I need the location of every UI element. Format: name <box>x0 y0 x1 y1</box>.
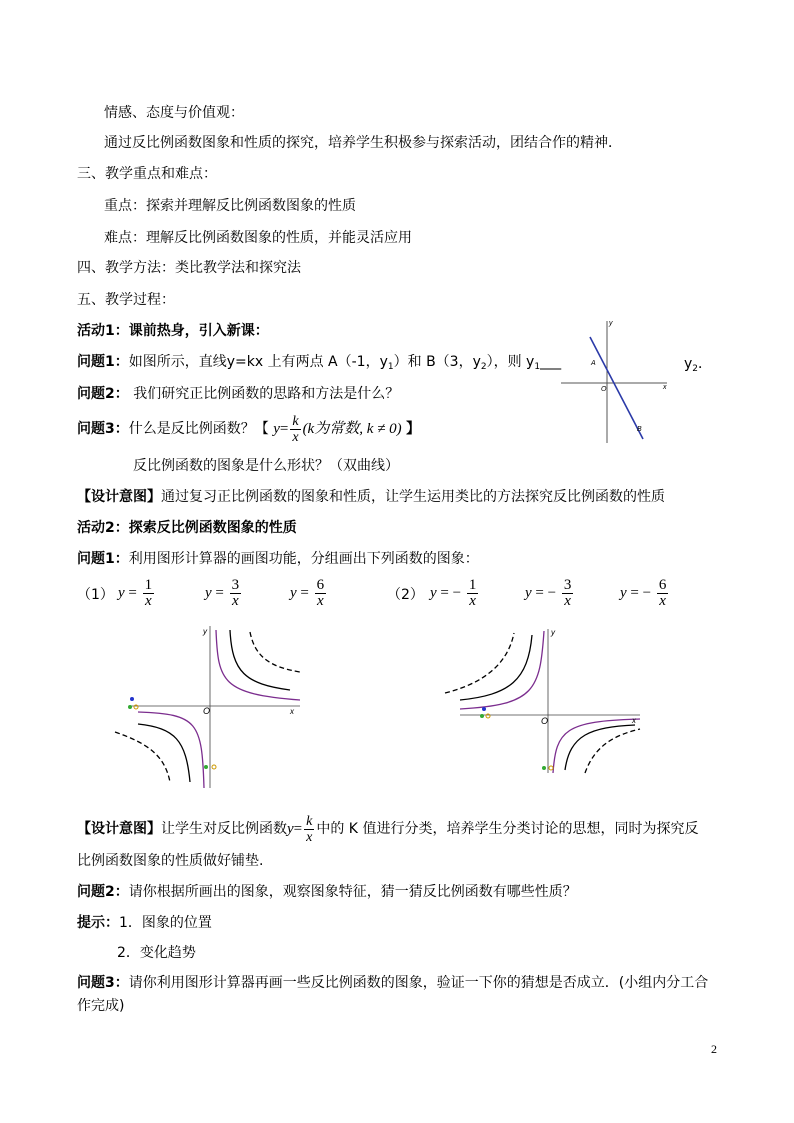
activity2-design-intent <box>77 812 698 846</box>
x-axis-label: x <box>663 384 667 391</box>
heading-teaching-method: 四、教学方法：类比教学法和探究法 <box>77 260 301 276</box>
point-marker <box>542 766 546 770</box>
question-label: 问题3： <box>77 421 129 437</box>
question-label: 问题1： <box>77 354 129 370</box>
curve-y-neg-6-over-x <box>445 633 514 693</box>
question-label: 问题3： <box>77 975 129 991</box>
fraction-numerator: k <box>306 813 313 829</box>
question-text-end: ），则 y <box>486 354 535 370</box>
x-axis-label: x <box>290 707 294 716</box>
curve-y-1-over-x-branch <box>138 712 204 788</box>
question-label: 问题2： <box>77 884 129 900</box>
question-text: 请你根据所画出的图象，观察图象特征，猜一猜反比例函数有哪些性质？ <box>128 884 577 900</box>
question-text-mid: ）和 B（3，y <box>393 354 481 370</box>
y-axis-label: y <box>609 320 613 327</box>
fraction-numerator: 1 <box>468 577 477 593</box>
curve-y-neg-3-over-x-branch <box>565 725 635 770</box>
equation-group1-1: y = $\frac{1}{x}$ <box>118 577 153 609</box>
subscript: 2 <box>480 362 487 372</box>
activity2-title: 活动2：探索反比例函数图象的性质 <box>77 520 297 536</box>
activity2-question2 <box>77 882 577 902</box>
activity1-design-intent <box>77 487 665 507</box>
activity2-hint <box>77 913 212 933</box>
question-label: 问题1： <box>77 551 129 567</box>
activity2-question1 <box>77 549 479 569</box>
design-label: 【设计意图】 <box>77 821 161 837</box>
design-text: 通过复习正比例函数的图象和性质，让学生运用类比的方法探究反比例函数的性质 <box>161 489 665 505</box>
formula-lhs: y <box>273 421 280 437</box>
fraction-denominator: x <box>469 593 476 609</box>
graph-positive-k <box>110 622 310 792</box>
equals-sign: = <box>293 821 303 837</box>
curve-y-neg-6-over-x-branch <box>585 729 640 773</box>
fraction-denominator: x <box>659 593 666 609</box>
group2-label: （2） <box>387 587 424 603</box>
text-key-point: 重点：探索并理解反比例函数图象的性质 <box>104 198 356 214</box>
curve-y-6-over-x <box>250 632 300 672</box>
point-marker <box>128 705 132 709</box>
point-marker <box>212 765 216 769</box>
equation-group1-2: y = $\frac{3}{x}$ <box>205 577 240 609</box>
equals-sign: = <box>279 421 289 437</box>
activity2-hint-item-2: 2．变化趋势 <box>117 945 196 961</box>
activity1-question2 <box>77 384 399 404</box>
equation-group2-3: y = − $\frac{6}{x}$ <box>620 577 667 609</box>
point-marker <box>482 707 486 711</box>
tail-var: y <box>684 356 693 372</box>
question-text: 我们研究正比例函数的思路和方法是什么？ <box>128 386 400 402</box>
equation-group2-1: y = − $\frac{1}{x}$ <box>430 577 477 609</box>
fraction-denominator: x <box>232 593 239 609</box>
fraction-denominator: x <box>145 593 152 609</box>
activity1-question3-followup: 反比例函数的图象是什么形状？（双曲线） <box>133 458 399 474</box>
fraction-numerator: 6 <box>658 577 667 593</box>
point-marker <box>486 714 490 718</box>
point-marker <box>130 697 134 701</box>
fraction-numerator: 1 <box>144 577 153 593</box>
point-a-label: A <box>591 360 596 367</box>
x-axis-label: x <box>632 716 636 725</box>
question-text: 请你利用图形计算器再画一些反比例函数的图象，验证一下你的猜想是否成立．(小组内分工合 <box>128 975 709 991</box>
design-text: 让学生对反比例函数 <box>161 821 287 837</box>
page-number: 2 <box>711 1042 717 1056</box>
group1-label: （1） <box>77 587 114 603</box>
origin-label: O <box>203 706 211 716</box>
equation-group2-2: y = − $\frac{3}{x}$ <box>525 577 572 609</box>
activity2-question3-line2: 作完成) <box>77 998 125 1014</box>
origin-label: O <box>601 386 607 393</box>
formula-condition: (k为常数, k ≠ 0) <box>302 421 402 437</box>
activity1-question3 <box>77 412 420 446</box>
formula-fraction <box>290 414 300 445</box>
activity1-question1-tail <box>684 354 712 379</box>
y-axis-label: y <box>203 627 207 636</box>
curve-y-3-over-x-branch <box>138 724 190 782</box>
fraction-denominator: x <box>306 829 313 845</box>
fraction-denominator: x <box>317 593 324 609</box>
formula-lhs: y <box>287 821 294 837</box>
section-text-attitude-body: 通过反比例函数图象和性质的探究，培养学生积极参与探索活动，团结合作的精神． <box>104 135 622 151</box>
activity2-question3 <box>77 973 708 993</box>
hint-label: 提示： <box>77 915 119 931</box>
question-text: 利用图形计算器的画图功能，分组画出下列函数的图象： <box>128 551 479 567</box>
tail-punct: ． <box>698 356 713 372</box>
activity2-design-intent-line2: 比例函数图象的性质做好铺垫. <box>77 853 264 869</box>
fraction-numerator: k <box>292 413 299 429</box>
fraction-denominator: x <box>564 593 571 609</box>
answer-blank: ___ <box>540 354 562 370</box>
subscript: 1 <box>387 362 394 372</box>
curve-y-3-over-x <box>230 630 290 690</box>
point-marker <box>480 714 484 718</box>
heading-teaching-process: 五、教学过程： <box>77 292 175 308</box>
formula-fraction <box>304 814 314 845</box>
fraction-denominator: x <box>292 429 299 445</box>
design-label: 【设计意图】 <box>77 489 161 505</box>
curve-y-6-over-x-branch <box>115 732 170 782</box>
activity1-question1 <box>77 352 561 377</box>
bracket-close: 】 <box>406 421 421 437</box>
point-marker <box>549 766 553 770</box>
section-text-attitude-heading: 情感、态度与价值观： <box>104 105 244 121</box>
hint-item-1: 1．图象的位置 <box>119 915 212 931</box>
graph-negative-k <box>440 625 645 775</box>
point-marker <box>134 705 138 709</box>
equation-group1-3: y = $\frac{6}{x}$ <box>290 577 325 609</box>
subscript: 2 <box>692 364 699 374</box>
point-b-label: B <box>637 426 642 433</box>
subscript: 1 <box>534 362 541 372</box>
question-label: 问题2： <box>77 386 129 402</box>
line-y-kx <box>590 337 643 439</box>
origin-label: O <box>541 716 549 726</box>
design-text-continued: 中的 K 值进行分类，培养学生分类讨论的思想，同时为探究反 <box>316 821 699 837</box>
fraction-numerator: 3 <box>563 577 572 593</box>
fraction-numerator: 6 <box>316 577 325 593</box>
heading-key-points: 三、教学重点和难点： <box>77 166 217 182</box>
text-difficult-point: 难点：理解反比例函数图象的性质，并能灵活应用 <box>104 230 412 246</box>
question-text: 如图所示，直线y=kx 上有两点 A（-1，y <box>128 354 388 370</box>
activity1-title: 活动1：课前热身，引入新课： <box>77 323 269 339</box>
question-text: 什么是反比例函数？【 <box>128 421 269 437</box>
point-marker <box>204 765 208 769</box>
linear-function-figure <box>557 315 672 445</box>
fraction-numerator: 3 <box>231 577 240 593</box>
y-axis-label: y <box>551 628 555 637</box>
